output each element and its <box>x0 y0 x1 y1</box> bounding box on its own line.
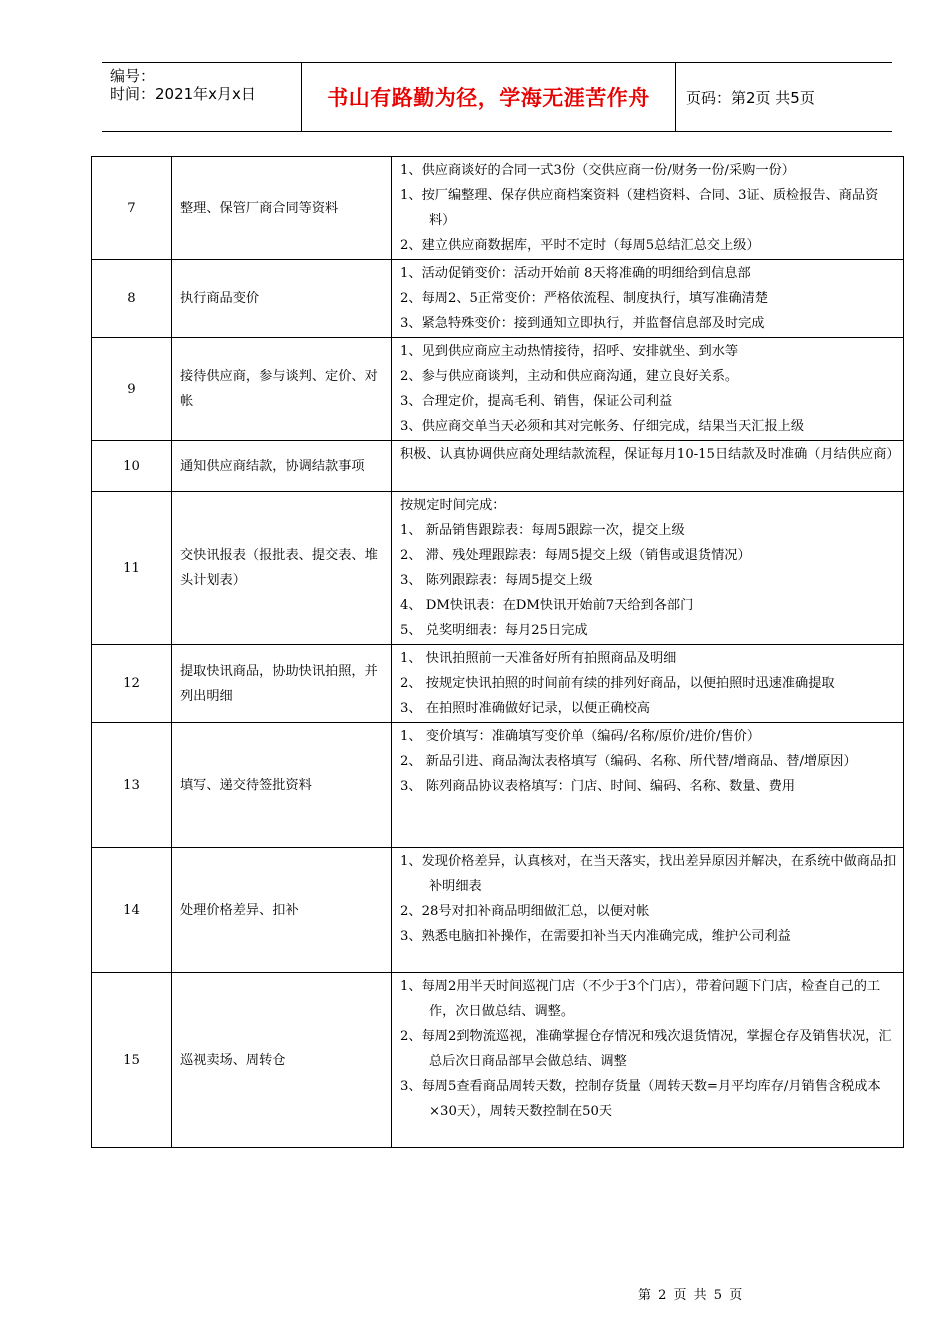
detail-line: 3、紧急特殊变价：接到通知立即执行，并监督信息部及时完成 <box>400 316 765 331</box>
duty-table <box>91 156 904 1148</box>
document-header <box>102 62 892 132</box>
detail-line: 1、 新品销售跟踪表：每周5跟踪一次，提交上级 <box>400 523 685 538</box>
row-number: 13 <box>92 723 172 848</box>
detail-line: 2、 滞、残处理跟踪表：每周5提交上级（销售或退货情况） <box>400 548 751 563</box>
row-number: 9 <box>92 338 172 441</box>
row-task: 执行商品变价 <box>172 260 392 338</box>
table-row <box>92 441 904 492</box>
row-number: 11 <box>92 492 172 645</box>
row-details <box>392 645 904 723</box>
row-task: 提取快讯商品，协助快讯拍照，并列出明细 <box>172 645 392 723</box>
detail-line: 2、 按规定快讯拍照的时间前有续的排列好商品，以便拍照时迅速准确提取 <box>400 676 835 691</box>
table-row <box>92 645 904 723</box>
row-details <box>392 441 904 492</box>
row-number: 10 <box>92 441 172 492</box>
detail-line: 2、每周2、5正常变价：严格依流程、制度执行，填写准确清楚 <box>400 291 769 306</box>
row-details <box>392 260 904 338</box>
row-number: 15 <box>92 973 172 1148</box>
detail-line: 2、28号对扣补商品明细做汇总，以便对帐 <box>400 904 650 919</box>
row-details <box>392 338 904 441</box>
detail-line: 5、 兑奖明细表：每月25日完成 <box>400 623 588 638</box>
row-details <box>392 723 904 848</box>
detail-line: 1、按厂编整理、保存供应商档案资料（建档资料、合同、3证、质检报告、商品资料） <box>400 188 879 228</box>
table-row <box>92 338 904 441</box>
row-details <box>392 492 904 645</box>
row-task: 接待供应商，参与谈判、定价、对帐 <box>172 338 392 441</box>
table-row <box>92 973 904 1148</box>
row-task: 通知供应商结款，协调结款事项 <box>172 441 392 492</box>
detail-line: 1、见到供应商应主动热情接待，招呼、安排就坐、到水等 <box>400 344 739 359</box>
table-row <box>92 848 904 973</box>
detail-line: 2、参与供应商谈判，主动和供应商沟通，建立良好关系。 <box>400 369 739 384</box>
detail-line: 3、 陈列商品协议表格填写：门店、时间、编码、名称、数量、费用 <box>400 779 796 794</box>
detail-line: 3、熟悉电脑扣补操作，在需要扣补当天内准确完成，维护公司利益 <box>400 929 791 944</box>
row-task: 处理价格差异、扣补 <box>172 848 392 973</box>
row-number: 14 <box>92 848 172 973</box>
row-details <box>392 157 904 260</box>
row-details <box>392 848 904 973</box>
detail-line: 按规定时间完成： <box>400 498 506 513</box>
detail-line: 3、 陈列跟踪表：每周5提交上级 <box>400 573 593 588</box>
table-row <box>92 260 904 338</box>
detail-line: 1、每周2用半天时间巡视门店（不少于3个门店），带着问题下门店，检查自己的工作，次日做总结、调整。 <box>400 979 881 1019</box>
row-details <box>392 973 904 1148</box>
row-number: 8 <box>92 260 172 338</box>
detail-line: 1、供应商谈好的合同一式3份（交供应商一份/财务一份/采购一份） <box>400 163 795 178</box>
detail-line: 3、合理定价，提高毛利、销售，保证公司利益 <box>400 394 673 409</box>
table-row <box>92 492 904 645</box>
detail-line: 3、 在拍照时准确做好记录，以便正确校高 <box>400 701 650 716</box>
time-label: 时间：2021年x月x日 <box>110 85 256 103</box>
detail-line: 2、建立供应商数据库，平时不定时（每周5总结汇总交上级） <box>400 238 760 253</box>
detail-line: 2、每周2到物流巡视，准确掌握仓存情况和残次退货情况，掌握仓存及销售状况，汇总后次日商品部早会做总结、调整 <box>400 1029 892 1069</box>
row-task: 填写、递交待签批资料 <box>172 723 392 848</box>
detail-line: 3、供应商交单当天必须和其对完帐务、仔细完成，结果当天汇报上级 <box>400 419 805 434</box>
row-number: 7 <box>92 157 172 260</box>
page-footer: 第 2 页 共 5 页 <box>638 1288 743 1303</box>
detail-line: 3、每周5查看商品周转天数，控制存货量（周转天数=月平均库存/月销售含税成本×30天），周转天数控制在50天 <box>400 1079 881 1119</box>
row-task: 整理、保管厂商合同等资料 <box>172 157 392 260</box>
detail-line: 1、 变价填写：准确填写变价单（编码/名称/原价/进价/售价） <box>400 729 761 744</box>
row-number: 12 <box>92 645 172 723</box>
detail-line: 1、发现价格差异，认真核对，在当天落实，找出差异原因并解决，在系统中做商品扣补明细表 <box>400 854 897 894</box>
detail-line: 2、 新品引进、商品淘汰表格填写（编码、名称、所代替/增商品、替/增原因） <box>400 754 857 769</box>
detail-line: 4、 DM快讯表：在DM快讯开始前7天给到各部门 <box>400 598 694 613</box>
motto-title: 书山有路勤为径，学海无涯苦作舟 <box>302 63 676 131</box>
row-task: 交快讯报表（报批表、提交表、堆头计划表） <box>172 492 392 645</box>
table-row <box>92 157 904 260</box>
detail-line: 1、活动促销变价：活动开始前 8天将准确的明细给到信息部 <box>400 266 751 281</box>
detail-line: 积极、认真协调供应商处理结款流程，保证每月10-15日结款及时准确（月结供应商） <box>400 447 900 462</box>
header-meta <box>102 63 302 131</box>
number-label: 编号： <box>110 67 156 85</box>
row-task: 巡视卖场、周转仓 <box>172 973 392 1148</box>
table-row <box>92 723 904 848</box>
page-info: 页码：第2页 共5页 <box>686 88 815 107</box>
detail-line: 1、 快讯拍照前一天准备好所有拍照商品及明细 <box>400 651 677 666</box>
duty-table-body <box>92 157 904 1148</box>
